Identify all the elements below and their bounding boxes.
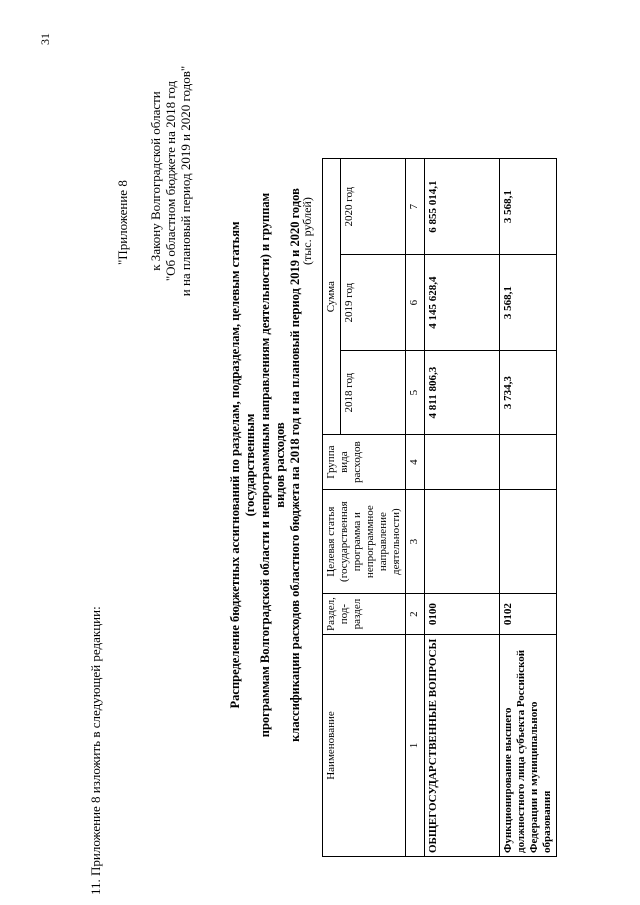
row-group [500, 435, 557, 490]
table-row [500, 159, 557, 857]
law-ref-line2: "Об областном бюджете на 2018 год [163, 80, 178, 282]
row-section: 0102 [500, 594, 557, 635]
page-number: 31 [38, 33, 52, 45]
units-label: (тыс. рублей) [300, 197, 314, 265]
row-group [425, 435, 500, 490]
document-title [228, 185, 303, 745]
column-number-row [406, 159, 425, 857]
col-num-5: 5 [406, 351, 425, 435]
col-num-3: 3 [406, 490, 425, 594]
header-name: Наименование [323, 635, 406, 857]
row-value-2020: 3 568,1 [500, 159, 557, 255]
row-value-2018: 4 811 806,3 [425, 351, 500, 435]
col-num-7: 7 [406, 159, 425, 255]
col-num-4: 4 [406, 435, 425, 490]
header-group: Группа вида расходов [323, 435, 406, 490]
row-target [425, 490, 500, 594]
row-target [500, 490, 557, 594]
law-ref-line1: к Закону Волгоградской области [148, 91, 163, 271]
table-header-row [323, 159, 341, 857]
title-line2: программам Волгоградской области и непрограммным направлениям деятельности) и группам видов расходов [258, 192, 287, 738]
row-value-2019: 3 568,1 [500, 255, 557, 351]
header-2020: 2020 год [341, 159, 406, 255]
table-row [425, 159, 500, 857]
header-section: Раздел, под-раздел [323, 594, 406, 635]
law-reference [148, 11, 193, 351]
row-value-2018: 3 734,3 [500, 351, 557, 435]
header-sum: Сумма [323, 159, 341, 435]
budget-table [322, 158, 557, 857]
header-2018: 2018 год [341, 351, 406, 435]
header-2019: 2019 год [341, 255, 406, 351]
appendix-label: "Приложение 8 [115, 180, 130, 265]
row-value-2020: 6 855 014,1 [425, 159, 500, 255]
col-num-1: 1 [406, 635, 425, 857]
header-target: Целевая статья (государственная программа и непрограммное направление деятельности) [323, 490, 406, 594]
row-name: ОБЩЕГОСУДАРСТВЕННЫЕ ВОПРОСЫ [425, 635, 500, 857]
row-name: Функционирование высшего должностного лица субъекта Российской Федерации и муниципального образования [500, 635, 557, 857]
col-num-6: 6 [406, 255, 425, 351]
row-section: 0100 [425, 594, 500, 635]
col-num-2: 2 [406, 594, 425, 635]
intro-text: 11. Приложение 8 изложить в следующей редакции: [88, 606, 103, 895]
row-value-2019: 4 145 628,4 [425, 255, 500, 351]
title-line1: Распределение бюджетных ассигнований по разделам, подразделам, целевым статьям (государственным [228, 221, 257, 709]
law-ref-line3: и на плановый период 2019 и 2020 годов" [178, 65, 193, 297]
title-line3: классификации расходов областного бюджета на 2018 год и на плановый период 2019 и 2020 годов [288, 188, 302, 742]
